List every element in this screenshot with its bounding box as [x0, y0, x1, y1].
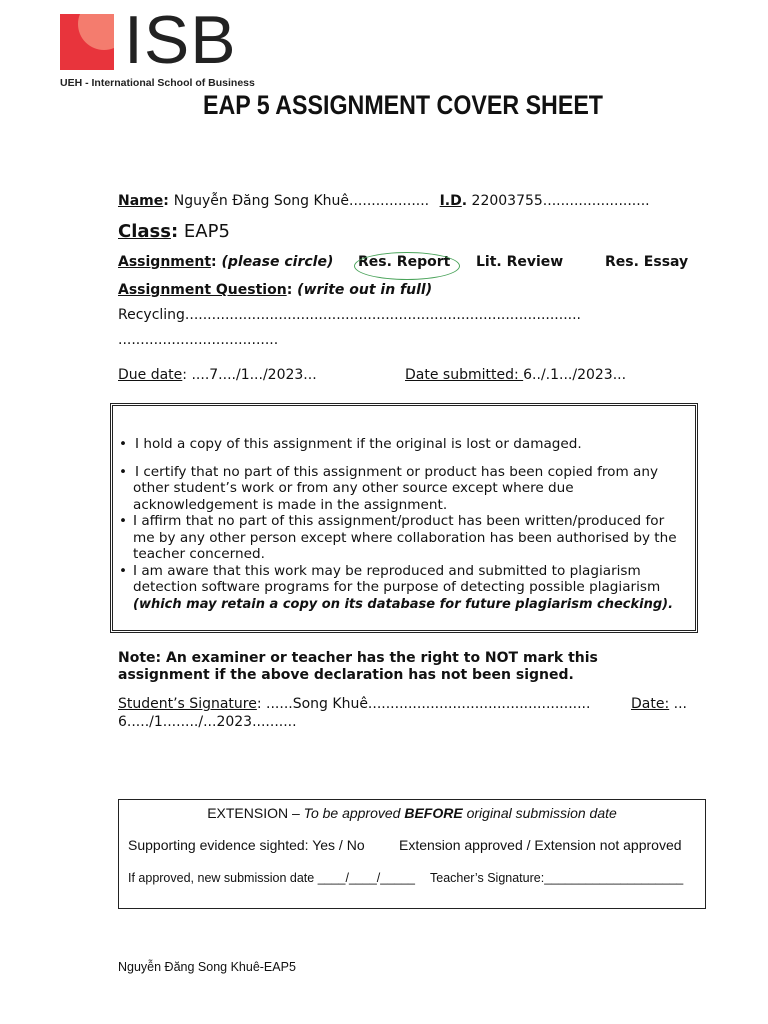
question-row: Assignment Question: (write out in full) [118, 282, 433, 298]
page-title: EAP 5 ASSIGNMENT COVER SHEET [203, 90, 603, 120]
selection-circle [354, 252, 460, 280]
date-submitted-value: 6../.1.../2023... [523, 367, 627, 383]
declaration-item: • I hold a copy of this assignment if the original is lost or damaged. [119, 436, 582, 452]
signature-label: Student’s Signature [118, 696, 257, 712]
class-value: EAP5 [183, 221, 230, 242]
question-answer-line-2: .................................... [118, 332, 279, 348]
due-date-row [118, 367, 317, 383]
name-value: Nguyễn Đăng Song Khuê.................. [173, 193, 430, 209]
signature-date-value-2: 6...../1......../...2023.......... [118, 714, 297, 730]
school-logo-subtitle: UEH - International School of Business [60, 77, 255, 89]
teacher-signature: Teacher’s Signature:____________________ [430, 871, 684, 885]
option-res-essay: Res. Essay [605, 254, 689, 270]
class-label: Class [118, 221, 171, 242]
declaration-item: • I am aware that this work may be reproduced and submitted to plagiarism detection software programs for the purpose of detecting possible plagiarism (which may retain a copy on its database for future plagiarism checking). [119, 562, 674, 612]
signature-value: : ......Song Khuê.................................................. [256, 696, 591, 712]
class-row: Class: EAP5 [118, 221, 230, 242]
page-footer: Nguyễn Đăng Song Khuê-EAP5 [118, 960, 296, 974]
extension-box [118, 799, 706, 909]
question-hint: (write out in full) [297, 282, 433, 298]
option-lit-review: Lit. Review [476, 254, 564, 270]
question-answer-line-1: Recycling......................................................................................... [118, 307, 581, 323]
signature-date-row [631, 696, 687, 712]
declaration-item: • I affirm that no part of this assignment/product has been written/produced for me by any other person except where collaboration has been authorised by the teacher concerned. [119, 513, 677, 562]
name-row: Name: Nguyễn Đăng Song Khuê.................. I.D. 22003755........................ [118, 193, 650, 209]
assignment-row: Assignment: (please circle) [118, 254, 334, 270]
name-label: Name [118, 193, 164, 209]
option-res-report: Res. Report [358, 254, 451, 270]
declaration-tail: (which may retain a copy on its database for future plagiarism checking). [133, 596, 674, 612]
assignment-label: Assignment [118, 254, 212, 270]
signature-row [118, 696, 590, 712]
school-logo-mark [60, 14, 114, 70]
declaration-item: • I certify that no part of this assignment or product has been copied from any other student’s work or from any other source except where due acknowledgement is made in the assignment. [119, 463, 659, 513]
due-date-label: Due date [118, 367, 183, 383]
extension-title: EXTENSION – To be approved BEFORE original submission date [207, 805, 617, 821]
signature-date-label: Date: [631, 696, 670, 712]
extension-approval: Extension approved / Extension not approved [399, 837, 682, 853]
assignment-hint: (please circle) [221, 254, 334, 270]
examiner-note: Note: An examiner or teacher has the right to NOT mark this assignment if the above declaration has not been signed. [118, 650, 598, 683]
date-submitted-row [405, 367, 626, 383]
signature-date-value-1: ... [669, 696, 687, 712]
date-submitted-label: Date submitted: [405, 367, 524, 383]
id-value: 22003755........................ [471, 193, 650, 209]
logo-circle-shape [78, 14, 114, 50]
evidence-sighted: Supporting evidence sighted: Yes / No [128, 837, 365, 853]
declaration-box [110, 403, 698, 633]
id-label: I.D [439, 193, 462, 209]
due-date-value: : ....7..../1.../2023... [182, 367, 317, 383]
question-label: Assignment Question [118, 282, 287, 298]
school-logo-text: ISB [124, 2, 237, 78]
new-submission-date: If approved, new submission date ____/____/_____ [128, 871, 416, 885]
